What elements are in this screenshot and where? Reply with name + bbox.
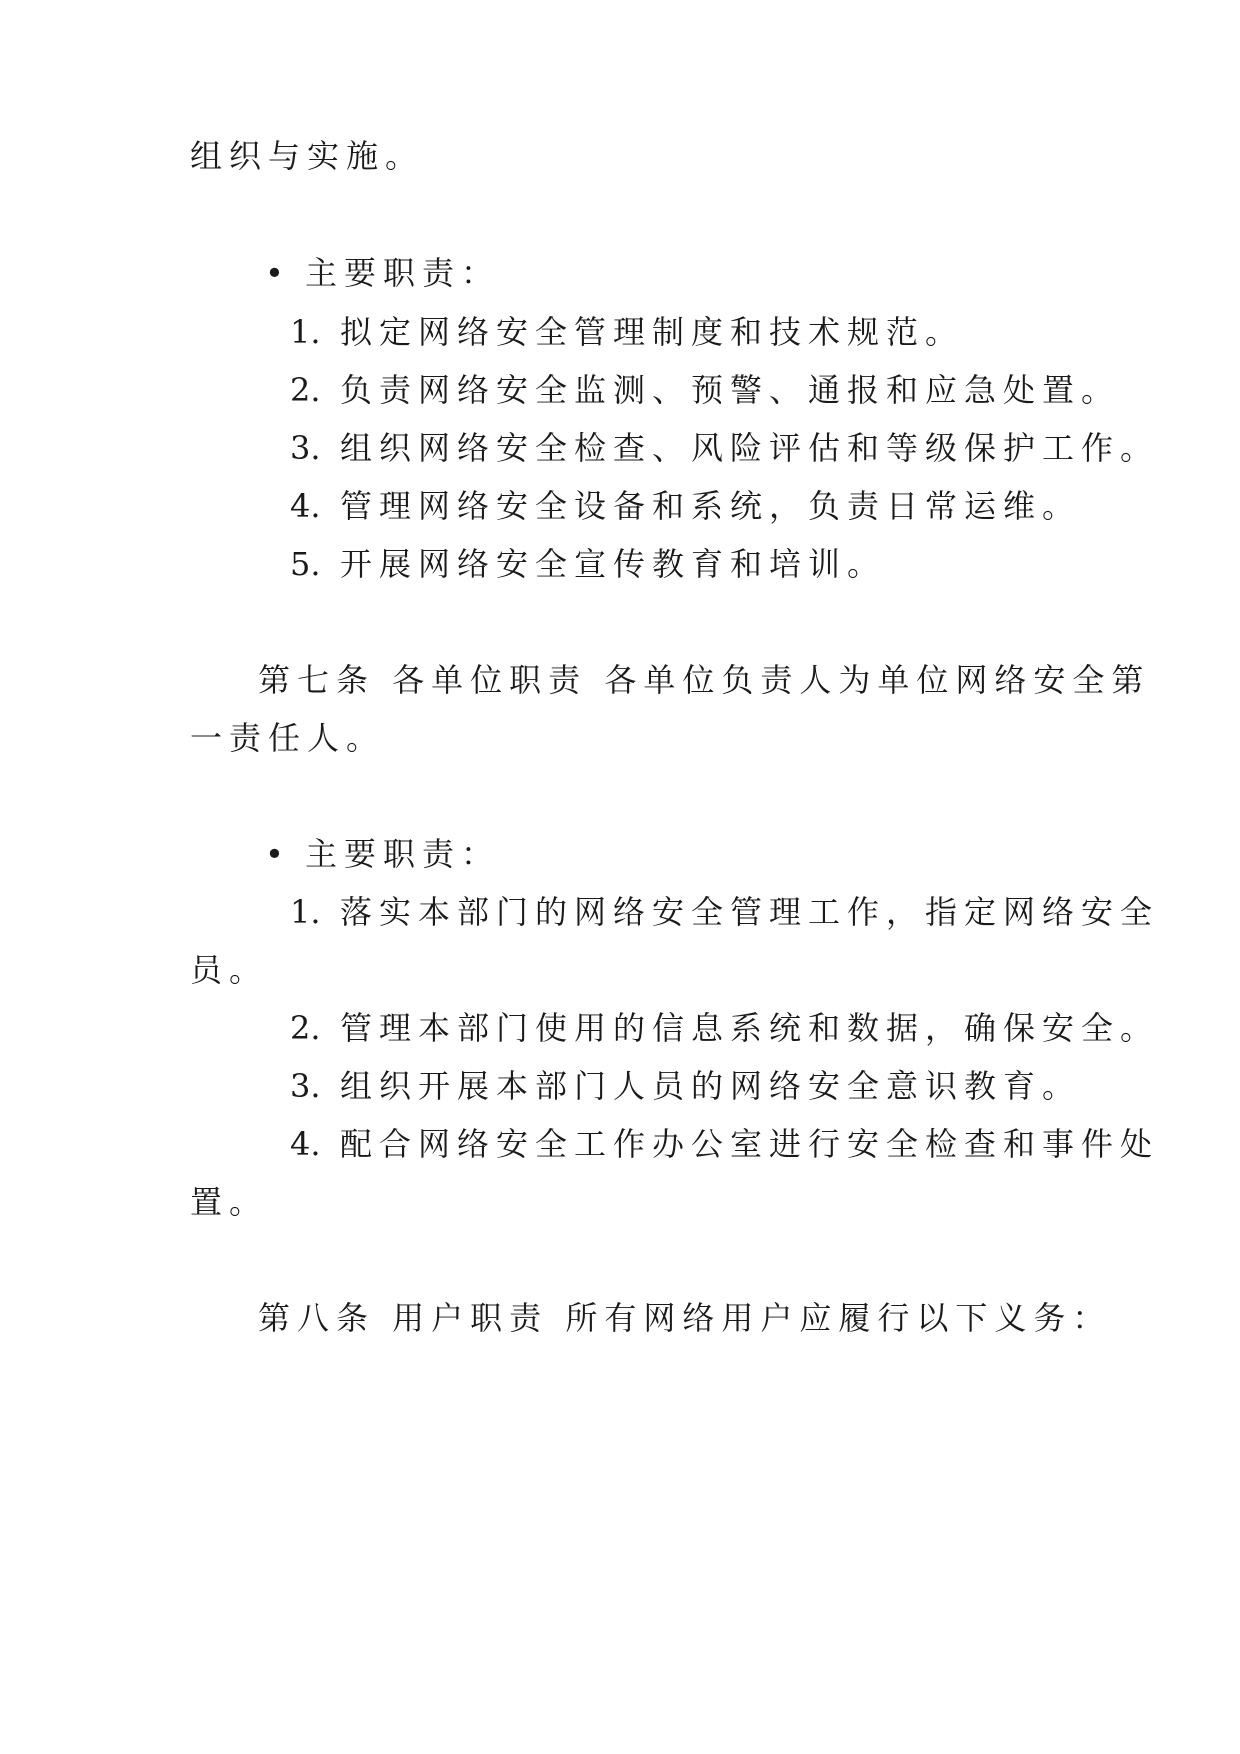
- bullet-icon: •: [265, 835, 284, 873]
- bullet-heading-office-duties: [265, 253, 500, 293]
- list-item-continuation: 员。: [190, 951, 269, 989]
- list-text: 组织开展本部门人员的网络安全意识教育。: [340, 1067, 1082, 1105]
- list-text: 开展网络安全宣传教育和培训。: [340, 545, 887, 583]
- list-number: 5.: [290, 545, 321, 583]
- article-8-line-1: 第八条 用户职责 所有网络用户应履行以下义务：: [258, 1299, 1112, 1337]
- list-item: [290, 486, 1081, 526]
- article-7-line-2: 一责任人。: [190, 719, 386, 757]
- list-text: 落实本部门的网络安全管理工作，指定网络安全: [340, 893, 1160, 931]
- list-number: 2.: [290, 371, 321, 409]
- list-number: 4.: [290, 1125, 321, 1163]
- list-number: 1.: [290, 893, 321, 931]
- list-number: 3.: [290, 1067, 321, 1105]
- list-number: 4.: [290, 487, 321, 525]
- list-item: [290, 428, 1159, 468]
- list-number: 2.: [290, 1009, 321, 1047]
- bullet-icon: •: [265, 254, 284, 292]
- heading-text: 主要职责：: [305, 254, 501, 292]
- list-item: [290, 1066, 1081, 1106]
- list-item: [290, 1008, 1159, 1048]
- list-item-continuation: 置。: [190, 1183, 269, 1221]
- list-item: [290, 312, 964, 352]
- list-text: 拟定网络安全管理制度和技术规范。: [340, 313, 965, 351]
- list-text: 组织网络安全检查、风险评估和等级保护工作。: [340, 429, 1160, 467]
- list-item: [290, 544, 886, 584]
- bullet-heading-unit-duties: [265, 834, 500, 874]
- list-text: 管理本部门使用的信息系统和数据，确保安全。: [340, 1009, 1160, 1047]
- list-item: [290, 892, 1159, 932]
- list-text: 负责网络安全监测、预警、通报和应急处置。: [340, 371, 1121, 409]
- heading-text: 主要职责：: [305, 835, 501, 873]
- list-text: 配合网络安全工作办公室进行安全检查和事件处: [340, 1125, 1160, 1163]
- list-number: 3.: [290, 429, 321, 467]
- list-number: 1.: [290, 313, 321, 351]
- list-text: 管理网络安全设备和系统，负责日常运维。: [340, 487, 1082, 525]
- article-7-line-1: 第七条 各单位职责 各单位负责人为单位网络安全第: [258, 661, 1151, 699]
- paragraph-continuation: 组织与实施。: [190, 137, 425, 175]
- list-item: [290, 370, 1120, 410]
- list-item: [290, 1124, 1159, 1164]
